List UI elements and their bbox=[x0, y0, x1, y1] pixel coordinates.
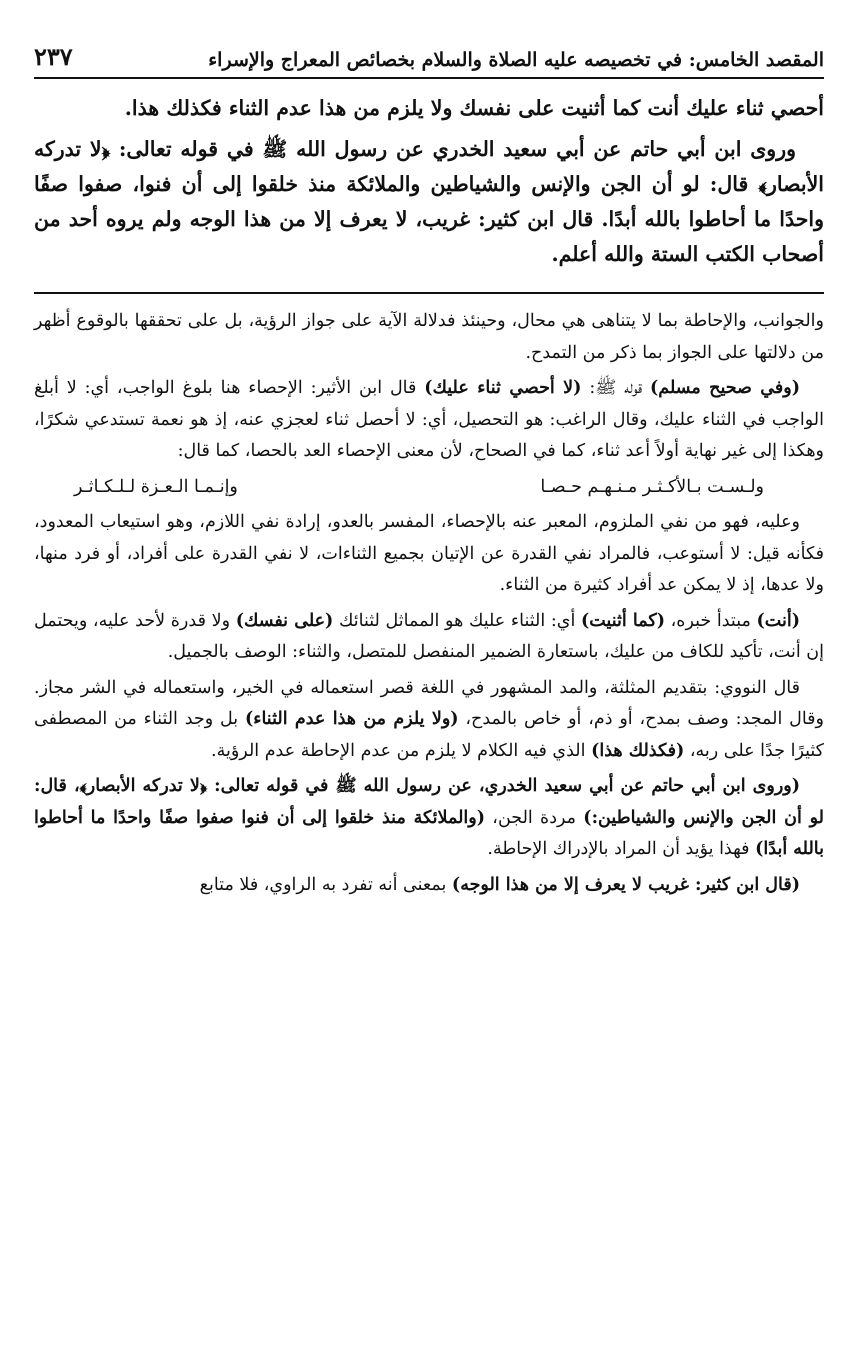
main-text bbox=[34, 91, 824, 272]
text: أي: الثناء عليك هو المماثل لثنائك bbox=[333, 610, 581, 631]
poem-verse bbox=[34, 472, 824, 504]
note-paragraph-3: وعليه، فهو من نفي الملزوم، المعبر عنه بالإحصاء، المفسر بالعدو، إرادة نفي اللازم، وهو استيعاب المعدود، فكأنه قيل: لا أستوعب، فالمراد نفي القدرة عن الإتيان بجميع الثناءات، لا نفي القدرة على أفراد، أو فرد منها، ولا عدها، إذ لا يمكن عد أفراد كثيرة من الثناء. bbox=[34, 512, 824, 595]
commentary bbox=[34, 306, 824, 901]
page-header bbox=[34, 42, 824, 79]
quote: (وروى ابن أبي حاتم عن أبي سعيد الخدري، عن رسول الله ﷺ في قوله تعالى: ﴿لا تدركه الأبصار﴾، قال: لو أن الجن والإنس والشياطين:) bbox=[34, 776, 825, 828]
poem-second-hemistich: وإنـمـا الـعـزة لـلـكـاثـر bbox=[74, 476, 238, 497]
quote: (ولا يلزم من هذا عدم الثناء) bbox=[244, 709, 459, 729]
main-paragraph-2: وروى ابن أبي حاتم عن أبي سعيد الخدري عن رسول الله ﷺ في قوله تعالى: ﴿لا تدركه الأبصار﴾ قال: لو أن الجن والإنس والشياطين والملائكة منذ خلقوا إلى أن فنوا، صفوا صفًا واحدًا ما أحاطوا بالله أبدًا. قال ابن كثير: غريب، لا يعرف إلا من هذا الوجه ولم يروه أحد من أصحاب الكتب الستة والله أعلم. bbox=[34, 137, 824, 266]
footnote-divider bbox=[34, 292, 824, 294]
quote: (كما أثنيت) bbox=[580, 610, 665, 631]
note-paragraph-4 bbox=[34, 606, 824, 669]
text: قال النووي: بتقديم المثلثة، والمد المشهور في اللغة قصر استعماله في الخير، واستعماله في الشر مجاز. وقال المجد: وصف بمدح، أو ذم، أو خاص بالمدح، bbox=[34, 677, 824, 729]
quote: (وفي صحيح مسلم) bbox=[650, 378, 800, 398]
text: بل وجد الثناء من المصطفى كثيرًا جدًا على ربه، bbox=[34, 709, 824, 761]
text: مبتدأ خبره، bbox=[664, 610, 757, 631]
poem-first-hemistich: ولـسـت بـالأكـثـر مـنـهـم حـصـا bbox=[540, 476, 764, 497]
note-paragraph-1: والجوانب، والإحاطة بما لا يتناهى هي محال، وحينئذ فدلالة الآية على جواز الرؤية، بل على تحققها بالوقوع أظهر من دلالتها على الجواز بما ذكر من التمدح. bbox=[34, 311, 824, 363]
note-paragraph-5 bbox=[34, 673, 824, 768]
quote: (فكذلك هذا) bbox=[591, 740, 685, 761]
quote: (على نفسك) bbox=[235, 610, 334, 631]
quote: (لا أحصي ثناء عليك) bbox=[424, 378, 582, 398]
text: فهذا يؤيد أن المراد بالإدراك الإحاطة. bbox=[487, 839, 756, 859]
quote: (والملائكة منذ خلقوا إلى أن فنوا صفوا صفًا واحدًا ما أحاطوا بالله أبدًا) bbox=[34, 807, 824, 859]
text: بمعنى أنه تفرد به الراوي، فلا متابع bbox=[199, 874, 452, 895]
main-paragraph-1: أحصي ثناء عليك أنت كما أثنيت على نفسك ولا يلزم من هذا عدم الثناء فكذلك هذا. bbox=[124, 96, 824, 120]
text: الذي فيه الكلام لا يلزم من عدم الإحاطة عدم الرؤية. bbox=[211, 740, 592, 761]
text: ولا قدرة لأحد عليه، ويحتمل إن أنت، تأكيد للكاف من عليك، باستعارة الضمير المنفصل للمتصل، والثناء: الوصف بالجميل. bbox=[34, 610, 824, 662]
quote: (قال ابن كثير: غريب لا يعرف إلا من هذا الوجه) bbox=[451, 874, 800, 895]
note-paragraph-7 bbox=[34, 870, 824, 902]
page-number: ٢٣٧ bbox=[34, 42, 73, 71]
text: مردة الجن، bbox=[485, 807, 584, 828]
quote: (أنت) bbox=[756, 610, 800, 631]
note-paragraph-6 bbox=[34, 771, 824, 866]
note-paragraph-2 bbox=[34, 373, 824, 468]
text: قوله ﷺ: bbox=[581, 378, 651, 398]
text: قال ابن الأثير: الإحصاء هنا بلوغ الواجب، أي: لا أبلغ الواجب في الثناء عليك، وقال الراغب: هو التحصيل، أي: لا أحصل ثناء لعجزي عنه، إذ هو نعمة تستدعي شكرًا، وهكذا إلى غير نهاية أولاً أعد ثناء، كما في الصحاح، لأن معنى الإحصاء العد بالحصا، كما قال: bbox=[34, 378, 824, 461]
running-title: المقصد الخامس: في تخصيصه عليه الصلاة والسلام بخصائص المعراج والإسراء bbox=[208, 49, 824, 71]
